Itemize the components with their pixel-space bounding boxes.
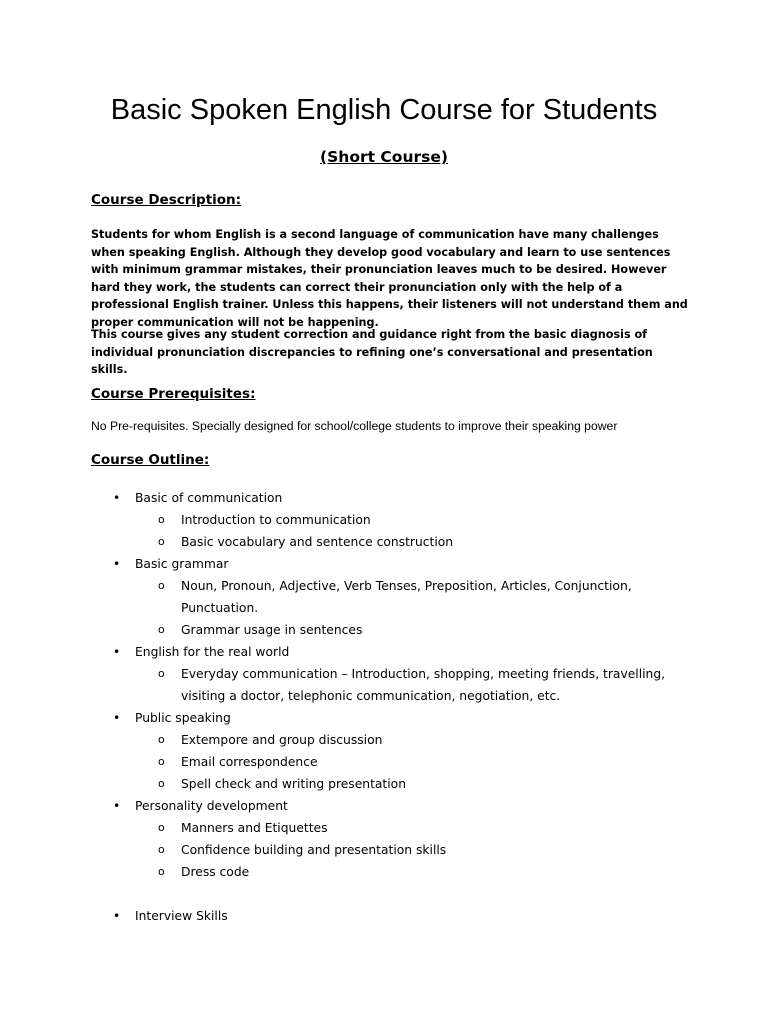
description-paragraph-1: Students for whom English is a second language of communication have many challenges when speaking English. Although they develop good vocabulary and learn to use sentences with minimum grammar mistakes, their pronunciation leaves much to be desired. However hard they work, the students can correct their pronunciation only with the help of a professional English trainer. Unless this happens, their listeners will not understand them and proper communication will not be happening. xyxy=(91,228,688,329)
document-subtitle: (Short Course) xyxy=(320,148,448,166)
outline-subitem: o Manners and Etiquettes xyxy=(91,817,691,839)
list-spacer xyxy=(91,883,691,905)
outline-subitem: o Spell check and writing presentation xyxy=(91,773,691,795)
outline-subitem: o Extempore and group discussion xyxy=(91,729,691,751)
outline-item: • English for the real world xyxy=(91,641,691,663)
outline-subitem: o Introduction to communication xyxy=(91,509,691,531)
outline-heading: Course Outline: xyxy=(91,452,210,468)
outline-item: • Basic grammar xyxy=(91,553,691,575)
outline-subitem: o Dress code xyxy=(91,861,691,883)
outline-subitem: o Noun, Pronoun, Adjective, Verb Tenses, Preposition, Articles, Conjunction, Punctuation. xyxy=(91,575,651,619)
course-outline-list xyxy=(91,487,691,927)
outline-subitem: o Confidence building and presentation skills xyxy=(91,839,691,861)
description-heading: Course Description: xyxy=(91,192,242,208)
outline-subitem: o Basic vocabulary and sentence construction xyxy=(91,531,691,553)
outline-item: • Personality development xyxy=(91,795,691,817)
outline-subitem: o Grammar usage in sentences xyxy=(91,619,691,641)
description-paragraph-2: This course gives any student correction and guidance right from the basic diagnosis of individual pronunciation discrepancies to refining one’s conversational and presentation skills. xyxy=(91,328,653,377)
outline-item: • Basic of communication xyxy=(91,487,691,509)
outline-subitem: o Email correspondence xyxy=(91,751,691,773)
prerequisites-text: No Pre-requisites. Specially designed for school/college students to improve their speaking power xyxy=(91,419,618,433)
prerequisites-heading: Course Prerequisites: xyxy=(91,386,256,402)
outline-item: • Public speaking xyxy=(91,707,691,729)
document-title: Basic Spoken English Course for Students xyxy=(110,94,658,126)
outline-item: • Interview Skills xyxy=(91,905,691,927)
outline-subitem: o Everyday communication – Introduction, shopping, meeting friends, travelling, visiting a doctor, telephonic communication, negotiation, etc. xyxy=(91,663,671,707)
